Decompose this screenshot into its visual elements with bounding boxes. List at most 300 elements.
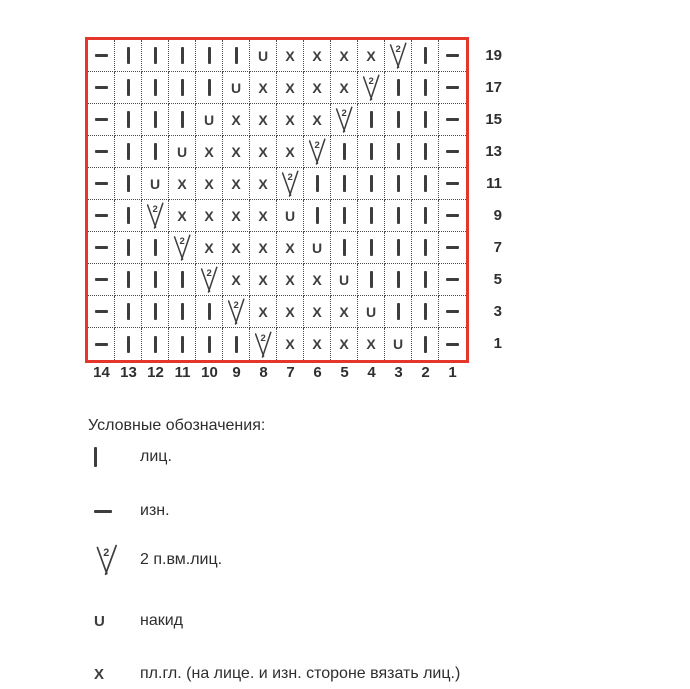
chart-cell	[277, 40, 304, 72]
chart-cell	[412, 104, 439, 136]
svg-text:2: 2	[395, 44, 401, 55]
chart-cell	[223, 72, 250, 104]
chart-cell	[169, 264, 196, 296]
slip-stitch-symbol: X	[339, 47, 349, 64]
chart-cell	[331, 328, 358, 360]
chart-cell	[142, 40, 169, 72]
column-number-label: 4	[367, 364, 376, 381]
slip-stitch-symbol: X	[366, 47, 376, 64]
chart-cell	[385, 200, 412, 232]
chart-cell	[223, 136, 250, 168]
knit-symbol	[181, 47, 184, 64]
chart-cell	[358, 40, 385, 72]
column-number-label: 6	[313, 364, 322, 381]
k2tog-symbol	[172, 234, 192, 261]
slip-stitch-symbol: X	[177, 207, 187, 224]
chart-cell	[250, 200, 277, 232]
chart-cell	[223, 40, 250, 72]
chart-cell	[439, 40, 466, 72]
chart-cell	[88, 328, 115, 360]
knit-symbol	[127, 175, 130, 192]
legend-item-yarn-over	[88, 612, 183, 630]
chart-cell	[196, 168, 223, 200]
chart-cell	[358, 296, 385, 328]
slip-stitch-symbol: X	[285, 271, 295, 288]
knit-symbol	[316, 207, 319, 224]
chart-cell	[304, 328, 331, 360]
chart-cell	[169, 104, 196, 136]
knit-symbol	[343, 239, 346, 256]
chart-cell	[439, 264, 466, 296]
slip-stitch-symbol: X	[258, 79, 268, 96]
chart-cell	[331, 264, 358, 296]
knit-symbol	[154, 303, 157, 320]
row-number-label: 3	[493, 303, 502, 320]
knit-symbol	[154, 271, 157, 288]
k2tog-symbol	[280, 170, 300, 197]
chart-cell	[412, 200, 439, 232]
chart-cell	[358, 232, 385, 264]
slip-stitch-symbol: X	[231, 271, 241, 288]
chart-cell	[439, 136, 466, 168]
knit-symbol	[370, 143, 373, 160]
slip-stitch-symbol: X	[285, 336, 295, 352]
purl-symbol	[95, 214, 108, 217]
chart-cell	[223, 296, 250, 328]
column-number-label: 10	[201, 364, 218, 381]
chart-cell	[304, 104, 331, 136]
slip-stitch-symbol: X	[285, 303, 295, 320]
chart-cell	[439, 200, 466, 232]
column-number-label: 14	[93, 364, 110, 381]
chart-cell	[250, 136, 277, 168]
knit-symbol	[154, 47, 157, 64]
slip-stitch-symbol: X	[258, 143, 268, 160]
chart-cell	[385, 232, 412, 264]
chart-cell	[115, 168, 142, 200]
slip-stitch-symbol: X	[204, 207, 214, 224]
chart-cell	[142, 264, 169, 296]
k2tog-symbol	[253, 331, 273, 358]
chart-cell	[115, 232, 142, 264]
chart-cell	[412, 40, 439, 72]
knitting-chart	[85, 37, 502, 363]
purl-symbol	[95, 86, 108, 89]
knit-symbol	[397, 239, 400, 256]
chart-cell	[142, 168, 169, 200]
slip-stitch-symbol: X	[94, 665, 105, 683]
knit-symbol	[127, 207, 130, 224]
chart-cell	[277, 232, 304, 264]
chart-cell	[196, 264, 223, 296]
chart-cell	[169, 232, 196, 264]
slip-stitch-symbol: X	[285, 239, 295, 256]
purl-symbol	[95, 182, 108, 185]
chart-cell	[196, 328, 223, 360]
chart-cell	[169, 72, 196, 104]
row-numbers	[478, 37, 502, 360]
purl-symbol	[446, 150, 459, 153]
knit-symbol	[424, 336, 427, 353]
knit-symbol	[424, 175, 427, 192]
chart-cell	[250, 40, 277, 72]
chart-cell	[115, 200, 142, 232]
svg-text:2: 2	[206, 268, 212, 279]
knit-symbol	[424, 239, 427, 256]
k2tog-symbol	[145, 202, 165, 229]
chart-cell	[115, 104, 142, 136]
row-number-label: 9	[493, 207, 502, 224]
chart-cell	[277, 200, 304, 232]
legend	[88, 417, 648, 687]
knit-symbol	[235, 336, 238, 353]
column-number-label: 12	[147, 364, 164, 381]
slip-stitch-symbol: X	[285, 79, 295, 96]
chart-cell	[277, 168, 304, 200]
slip-stitch-symbol: X	[258, 271, 268, 288]
row-number-label: 7	[493, 239, 502, 256]
slip-stitch-symbol: X	[285, 111, 295, 128]
chart-cell	[223, 264, 250, 296]
knit-symbol	[181, 111, 184, 128]
knit-symbol	[181, 303, 184, 320]
legend-item-label: накид	[140, 612, 184, 629]
slip-stitch-symbol: X	[231, 207, 241, 224]
chart-cell	[331, 296, 358, 328]
chart-cell	[169, 40, 196, 72]
purl-symbol	[446, 182, 459, 185]
chart-cell	[439, 104, 466, 136]
chart-cell	[142, 296, 169, 328]
chart-cell	[250, 168, 277, 200]
purl-symbol	[446, 278, 459, 281]
chart-cell	[142, 72, 169, 104]
chart-cell	[250, 264, 277, 296]
slip-stitch-symbol: X	[258, 207, 268, 224]
chart-cell	[88, 168, 115, 200]
yarn-over-symbol: U	[311, 239, 323, 256]
slip-stitch-symbol: X	[258, 111, 268, 128]
purl-symbol	[446, 86, 459, 89]
k2tog-symbol	[334, 106, 354, 133]
k2tog-symbol	[226, 298, 246, 325]
purl-symbol	[95, 118, 108, 121]
knit-symbol	[370, 111, 373, 128]
chart-cell	[358, 72, 385, 104]
knit-symbol	[154, 239, 157, 256]
chart-cell	[250, 104, 277, 136]
k2tog-symbol	[388, 42, 408, 69]
purl-symbol	[446, 214, 459, 217]
chart-cell	[277, 104, 304, 136]
purl-symbol	[94, 510, 112, 513]
row-number-label: 17	[485, 79, 502, 96]
chart-cell	[115, 296, 142, 328]
purl-symbol	[95, 150, 108, 153]
knit-symbol	[397, 207, 400, 224]
chart-cell	[88, 40, 115, 72]
chart-cell	[169, 296, 196, 328]
chart-cell	[88, 200, 115, 232]
yarn-over-symbol: U	[392, 336, 404, 352]
chart-cell	[277, 72, 304, 104]
chart-cell	[385, 328, 412, 360]
chart-cell	[304, 296, 331, 328]
chart-cell	[115, 264, 142, 296]
slip-stitch-symbol: X	[312, 271, 322, 288]
knit-symbol	[397, 175, 400, 192]
chart-cell	[115, 40, 142, 72]
chart-cell	[223, 200, 250, 232]
purl-symbol	[95, 310, 108, 313]
row-number-label: 13	[485, 143, 502, 160]
slip-stitch-symbol: X	[366, 336, 376, 352]
purl-symbol	[446, 246, 459, 249]
chart-grid	[88, 40, 466, 360]
slip-stitch-symbol: X	[339, 303, 349, 320]
knit-symbol	[94, 447, 97, 467]
column-number-label: 9	[232, 364, 241, 381]
chart-cell	[358, 328, 385, 360]
chart-cell	[304, 72, 331, 104]
yarn-over-symbol: U	[257, 47, 269, 64]
slip-stitch-symbol: X	[204, 143, 214, 160]
knit-symbol	[208, 336, 211, 353]
purl-symbol	[95, 343, 108, 346]
column-numbers	[88, 363, 466, 383]
legend-item-slip-stitch	[88, 665, 460, 683]
chart-cell	[88, 264, 115, 296]
chart-cell	[331, 40, 358, 72]
svg-text:2: 2	[287, 172, 293, 183]
knit-symbol	[208, 47, 211, 64]
yarn-over-symbol: U	[176, 143, 188, 160]
chart-cell	[304, 136, 331, 168]
slip-stitch-symbol: X	[339, 336, 349, 352]
chart-cell	[439, 296, 466, 328]
knit-symbol	[424, 303, 427, 320]
yarn-over-symbol: U	[230, 79, 242, 96]
chart-cell	[304, 200, 331, 232]
knit-symbol	[370, 175, 373, 192]
chart-cell	[250, 328, 277, 360]
chart-cell	[196, 232, 223, 264]
knit-symbol	[343, 143, 346, 160]
yarn-over-symbol: U	[94, 612, 105, 630]
chart-cell	[142, 232, 169, 264]
row-number-label: 19	[485, 47, 502, 64]
chart-cell	[277, 264, 304, 296]
slip-stitch-symbol: X	[204, 175, 214, 192]
svg-text:2: 2	[341, 108, 347, 119]
chart-cell	[412, 296, 439, 328]
row-number-label: 5	[493, 271, 502, 288]
chart-cell	[385, 136, 412, 168]
purl-symbol	[446, 343, 459, 346]
chart-cell	[385, 168, 412, 200]
column-number-label: 1	[448, 364, 457, 381]
slip-stitch-symbol: X	[285, 47, 295, 64]
legend-item-label: лиц.	[140, 448, 172, 465]
knit-symbol	[370, 207, 373, 224]
slip-stitch-symbol: X	[339, 79, 349, 96]
slip-stitch-symbol: X	[177, 175, 187, 192]
slip-stitch-symbol: X	[231, 143, 241, 160]
chart-cell	[331, 136, 358, 168]
column-number-label: 13	[120, 364, 137, 381]
chart-cell	[304, 232, 331, 264]
chart-cell	[88, 136, 115, 168]
knit-symbol	[424, 207, 427, 224]
chart-cell	[439, 168, 466, 200]
knit-symbol	[208, 303, 211, 320]
slip-stitch-symbol: X	[231, 111, 241, 128]
slip-stitch-symbol: X	[312, 79, 322, 96]
yarn-over-symbol: U	[284, 207, 296, 224]
svg-text:2: 2	[314, 140, 320, 151]
column-number-label: 7	[286, 364, 295, 381]
svg-text:2: 2	[260, 332, 266, 344]
chart-cell	[196, 136, 223, 168]
chart-cell	[223, 104, 250, 136]
svg-text:2: 2	[179, 236, 185, 247]
knit-symbol	[343, 175, 346, 192]
chart-cell	[223, 168, 250, 200]
chart-cell	[439, 232, 466, 264]
legend-item-purl	[88, 502, 170, 520]
knit-symbol	[343, 207, 346, 224]
chart-cell	[169, 168, 196, 200]
knit-symbol	[235, 47, 238, 64]
knit-symbol	[127, 303, 130, 320]
knit-symbol	[181, 336, 184, 353]
purl-symbol	[446, 118, 459, 121]
slip-stitch-symbol: X	[312, 303, 322, 320]
chart-cell	[115, 136, 142, 168]
purl-symbol	[95, 54, 108, 57]
chart-cell	[439, 328, 466, 360]
legend-item-label: 2 п.вм.лиц.	[140, 551, 223, 568]
knit-symbol	[424, 143, 427, 160]
slip-stitch-symbol: X	[258, 239, 268, 256]
purl-symbol	[446, 54, 459, 57]
chart-cell	[115, 72, 142, 104]
svg-text:2: 2	[233, 300, 239, 311]
knit-symbol	[397, 143, 400, 160]
column-number-label: 8	[259, 364, 268, 381]
knit-symbol	[397, 271, 400, 288]
row-number-label: 11	[486, 175, 502, 192]
chart-cell	[277, 328, 304, 360]
slip-stitch-symbol: X	[312, 336, 322, 352]
column-number-label: 3	[394, 364, 403, 381]
knit-symbol	[154, 79, 157, 96]
chart-cell	[196, 40, 223, 72]
legend-item-label: изн.	[140, 502, 170, 519]
chart-cell	[250, 232, 277, 264]
chart-frame	[85, 37, 469, 363]
knit-symbol	[397, 111, 400, 128]
chart-cell	[412, 168, 439, 200]
knit-symbol	[181, 79, 184, 96]
knit-symbol	[127, 239, 130, 256]
knit-symbol	[397, 303, 400, 320]
chart-cell	[196, 296, 223, 328]
chart-cell	[331, 232, 358, 264]
chart-cell	[412, 264, 439, 296]
chart-cell	[142, 328, 169, 360]
yarn-over-symbol: U	[338, 271, 350, 288]
yarn-over-symbol: U	[203, 111, 215, 128]
slip-stitch-symbol: X	[285, 143, 295, 160]
chart-cell	[196, 104, 223, 136]
chart-cell	[277, 296, 304, 328]
chart-cell	[304, 264, 331, 296]
chart-cell	[142, 200, 169, 232]
chart-cell	[385, 296, 412, 328]
chart-cell	[169, 136, 196, 168]
knit-symbol	[397, 79, 400, 96]
chart-cell	[304, 168, 331, 200]
legend-item-label: пл.гл. (на лице. и изн. стороне вязать лиц.)	[140, 665, 461, 682]
chart-cell	[385, 104, 412, 136]
column-number-label: 11	[174, 364, 191, 381]
k2tog-symbol	[307, 138, 327, 165]
k2tog-symbol	[199, 266, 219, 293]
knit-symbol	[127, 79, 130, 96]
chart-cell	[169, 328, 196, 360]
knit-symbol	[127, 111, 130, 128]
slip-stitch-symbol: X	[231, 175, 241, 192]
row-number-label: 1	[493, 335, 502, 352]
knit-symbol	[127, 336, 130, 353]
k2tog-symbol	[94, 543, 119, 577]
chart-cell	[358, 136, 385, 168]
chart-cell	[196, 72, 223, 104]
knit-symbol	[127, 47, 130, 64]
knit-symbol	[424, 111, 427, 128]
knit-symbol	[154, 111, 157, 128]
slip-stitch-symbol: X	[312, 47, 322, 64]
knit-symbol	[127, 271, 130, 288]
chart-cell	[331, 104, 358, 136]
chart-cell	[250, 72, 277, 104]
k2tog-symbol	[361, 74, 381, 101]
row-number-label: 15	[485, 111, 502, 128]
chart-cell	[88, 296, 115, 328]
chart-cell	[358, 168, 385, 200]
chart-cell	[385, 72, 412, 104]
chart-cell	[331, 72, 358, 104]
chart-cell	[331, 168, 358, 200]
knit-symbol	[154, 143, 157, 160]
knit-symbol	[208, 79, 211, 96]
chart-cell	[88, 104, 115, 136]
chart-cell	[358, 264, 385, 296]
column-number-label: 2	[421, 364, 430, 381]
chart-cell	[412, 328, 439, 360]
purl-symbol	[446, 310, 459, 313]
chart-cell	[412, 232, 439, 264]
knit-symbol	[370, 271, 373, 288]
chart-cell	[385, 40, 412, 72]
chart-cell	[277, 136, 304, 168]
legend-item-knit	[88, 447, 172, 467]
chart-cell	[142, 104, 169, 136]
knit-symbol	[316, 175, 319, 192]
chart-cell	[142, 136, 169, 168]
purl-symbol	[95, 278, 108, 281]
